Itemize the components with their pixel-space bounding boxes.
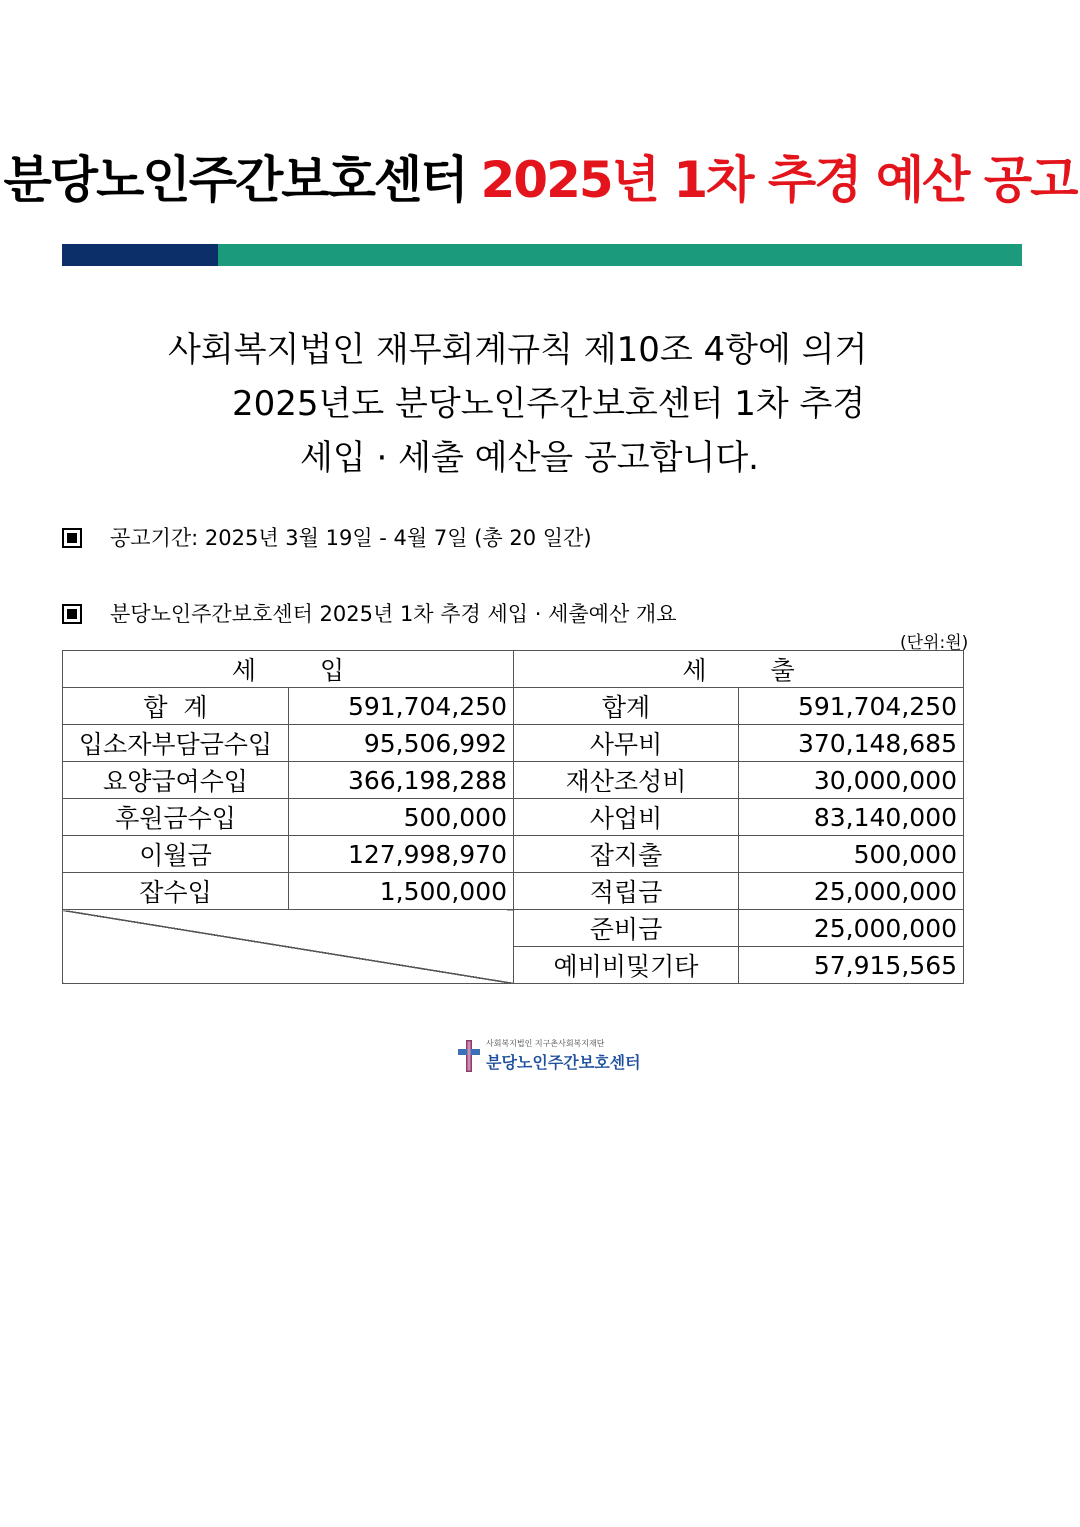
expense-value: 57,915,565 xyxy=(739,947,964,984)
expense-value: 30,000,000 xyxy=(739,762,964,799)
logo-foundation-text: 사회복지법인 지구촌사회복지재단 xyxy=(486,1039,605,1048)
table-row xyxy=(63,910,964,947)
income-value: 500,000 xyxy=(289,799,514,836)
intro-line-3: 세입 · 세출 예산을 공고합니다. xyxy=(300,438,759,478)
expense-label: 합계 xyxy=(514,688,739,725)
income-value: 95,506,992 xyxy=(289,725,514,762)
overview-item xyxy=(62,598,677,628)
expense-label: 사무비 xyxy=(514,725,739,762)
table-row xyxy=(63,762,964,799)
expense-value: 370,148,685 xyxy=(739,725,964,762)
header-bar-dark xyxy=(62,244,218,266)
intro-line-1: 사회복지법인 재무회계규칙 제10조 4항에 의거 xyxy=(168,330,868,370)
budget-table xyxy=(62,650,964,984)
income-label: 잡수입 xyxy=(63,873,289,910)
overview-text: 분당노인주간보호센터 2025년 1차 추경 세입 · 세출예산 개요 xyxy=(110,602,677,626)
expense-label: 예비비및기타 xyxy=(514,947,739,984)
table-row xyxy=(63,873,964,910)
income-label: 입소자부담금수입 xyxy=(63,725,289,762)
income-value: 127,998,970 xyxy=(289,836,514,873)
income-value: 591,704,250 xyxy=(289,688,514,725)
empty-diagonal-cell xyxy=(63,910,514,984)
table-row xyxy=(63,688,964,725)
expense-value: 83,140,000 xyxy=(739,799,964,836)
square-bullet-icon xyxy=(62,604,82,624)
table-header-row xyxy=(63,651,964,688)
intro-line-2: 2025년도 분당노인주간보호센터 1차 추경 xyxy=(232,384,866,424)
expense-value: 500,000 xyxy=(739,836,964,873)
income-value: 366,198,288 xyxy=(289,762,514,799)
income-label: 후원금수입 xyxy=(63,799,289,836)
income-label: 요양급여수입 xyxy=(63,762,289,799)
expense-label: 사업비 xyxy=(514,799,739,836)
income-header: 세 입 xyxy=(63,651,514,688)
income-label: 이월금 xyxy=(63,836,289,873)
center-logo xyxy=(458,1038,641,1074)
table-row xyxy=(63,725,964,762)
square-bullet-icon xyxy=(62,528,82,548)
period-item xyxy=(62,522,592,552)
period-text: 공고기간: 2025년 3월 19일 - 4월 7일 (총 20 일간) xyxy=(110,526,592,550)
logo-center-name: 분당노인주간보호센터 xyxy=(486,1053,641,1072)
expense-header: 세 출 xyxy=(514,651,964,688)
expense-value: 25,000,000 xyxy=(739,873,964,910)
expense-value: 591,704,250 xyxy=(739,688,964,725)
expense-value: 25,000,000 xyxy=(739,910,964,947)
header-bar-teal xyxy=(218,244,1022,266)
table-row xyxy=(63,836,964,873)
income-value: 1,500,000 xyxy=(289,873,514,910)
expense-label: 재산조성비 xyxy=(514,762,739,799)
expense-label: 잡지출 xyxy=(514,836,739,873)
expense-label: 준비금 xyxy=(514,910,739,947)
expense-label: 적립금 xyxy=(514,873,739,910)
title-notice: 2025년 1차 추경 예산 공고 xyxy=(480,151,1077,209)
title-center-name: 분당노인주간보호센터 xyxy=(3,151,467,209)
income-label: 합 계 xyxy=(63,688,289,725)
page-title xyxy=(0,140,1080,212)
cross-logo-icon xyxy=(458,1040,480,1072)
table-row xyxy=(63,799,964,836)
unit-label: (단위:원) xyxy=(900,633,969,653)
